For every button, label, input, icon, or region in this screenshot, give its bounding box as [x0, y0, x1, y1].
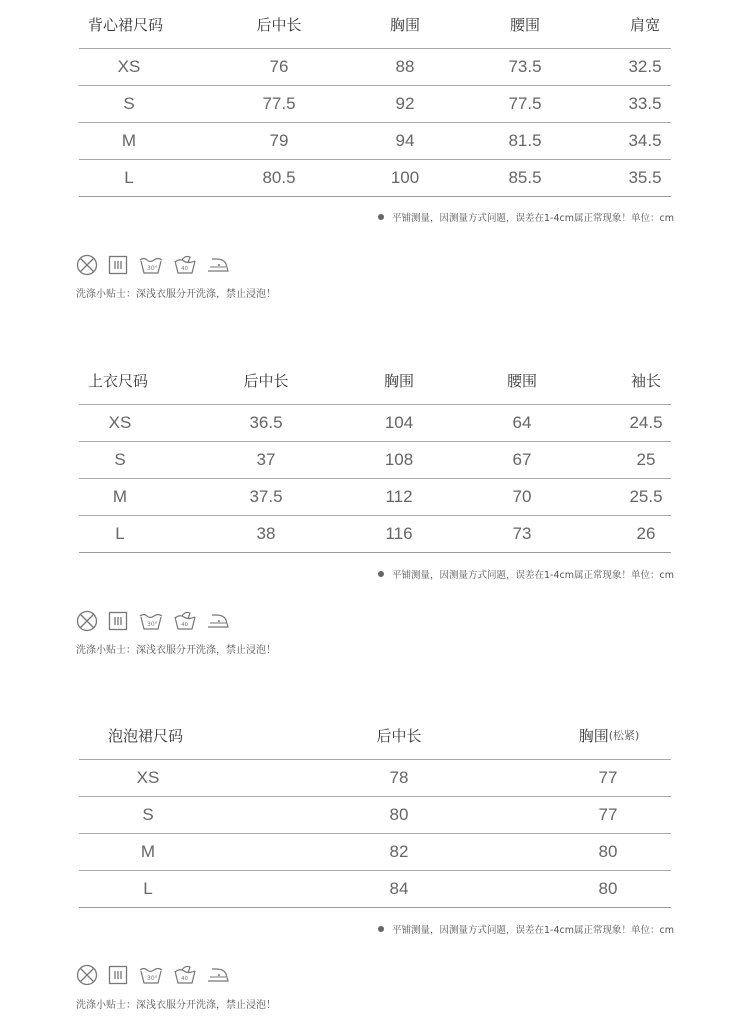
table-cell: 80: [598, 842, 618, 861]
table-cell: 116: [385, 524, 413, 543]
tumble-dry-icon: [107, 964, 129, 986]
bullet-dot: [378, 571, 384, 577]
table-cell: 80.5: [262, 168, 296, 187]
table-header: [79, 711, 671, 760]
table-cell: XS: [117, 57, 141, 76]
table-cell: 81.5: [508, 131, 542, 150]
table-row: [79, 871, 671, 908]
table-row: [79, 160, 671, 197]
table-cell: L: [124, 168, 134, 187]
table-cell: S: [123, 94, 135, 113]
table-cell: 70: [512, 487, 532, 506]
header-cell: 腰围: [509, 15, 540, 34]
table-row: [79, 797, 671, 834]
top-size-table: [79, 356, 671, 553]
header-cell: 袖长: [630, 371, 661, 390]
header-cell: 腰围: [506, 371, 537, 390]
table-cell: 77: [598, 768, 618, 787]
washing-tip: 洗涤小贴士：深浅衣服分开洗涤，禁止浸泡！: [76, 289, 276, 300]
tumble-dry-icon: [107, 610, 129, 632]
table-header: [79, 0, 671, 49]
header-cell: 后中长: [243, 371, 289, 390]
no-bleach-icon: [76, 610, 98, 632]
header-cell: 上衣尺码: [88, 371, 149, 390]
svg-text:30°: 30°: [147, 975, 158, 982]
table-cell: S: [142, 805, 154, 824]
table-cell: XS: [136, 768, 160, 787]
table-cell: 24.5: [629, 413, 663, 432]
note-text: 平铺测量，因测量方式问题，误差在1-4cm属正常现象！单位：cm: [392, 925, 674, 936]
note-text: 平铺测量，因测量方式问题，误差在1-4cm属正常现象！单位：cm: [392, 213, 674, 224]
svg-text:30°: 30°: [147, 621, 158, 628]
header-cell: 泡泡裙尺码: [108, 726, 184, 745]
washing-tip: 洗涤小贴士：深浅衣服分开洗涤，禁止浸泡！: [76, 1000, 276, 1011]
table-row: [79, 405, 671, 442]
table-cell: 88: [395, 57, 415, 76]
table-cell: 77.5: [508, 94, 542, 113]
table-cell: 80: [389, 805, 409, 824]
svg-text:40: 40: [181, 266, 188, 272]
table-cell: 80: [598, 879, 618, 898]
header-cell: 胸围: [383, 371, 414, 390]
table-cell: 37.5: [249, 487, 283, 506]
iron-low-icon: [206, 254, 230, 276]
header-cell-label: 胸围: [578, 726, 609, 745]
table-cell: L: [115, 524, 125, 543]
table-cell: 77.5: [262, 94, 296, 113]
table-row: [79, 516, 671, 553]
header-cell: 胸围: [389, 15, 420, 34]
header-cell-suffix: (松紧): [608, 729, 640, 742]
hand-wash-icon: [173, 254, 197, 276]
header-cell: 后中长: [376, 726, 422, 745]
svg-text:40: 40: [181, 622, 188, 628]
table-cell: 37: [256, 450, 276, 469]
no-bleach-icon: [76, 254, 98, 276]
table-cell: 26: [636, 524, 656, 543]
table-cell: 78: [389, 768, 409, 787]
table-cell: M: [140, 842, 156, 861]
measurement-note: [378, 567, 674, 581]
hand-wash-icon: [173, 610, 197, 632]
table-cell: 35.5: [628, 168, 662, 187]
table-cell: 82: [389, 842, 409, 861]
svg-text:30°: 30°: [147, 265, 158, 272]
table-row: [79, 834, 671, 871]
table-cell: 94: [395, 131, 415, 150]
table-cell: 104: [384, 413, 414, 432]
table-row: [79, 49, 671, 86]
table-cell: 25: [636, 450, 656, 469]
header-cell: 背心裙尺码: [88, 15, 164, 34]
table-cell: 36.5: [249, 413, 283, 432]
tumble-dry-icon: [107, 254, 129, 276]
iron-low-icon: [206, 964, 230, 986]
table-cell: 100: [390, 168, 420, 187]
wash-30-icon: [138, 610, 164, 632]
table-cell: 84: [389, 879, 409, 898]
table-cell: 112: [385, 487, 413, 506]
table-row: [79, 760, 671, 797]
care-icons: [76, 964, 239, 986]
table-row: [79, 123, 671, 160]
table-cell: 32.5: [628, 57, 662, 76]
measurement-note: [378, 210, 674, 224]
table-row: [79, 442, 671, 479]
table-cell: 67: [512, 450, 532, 469]
table-cell: 79: [269, 131, 289, 150]
table-cell: S: [114, 450, 126, 469]
bubble-skirt-size-table: [79, 711, 671, 908]
table-cell: 25.5: [629, 487, 663, 506]
table-cell: 34.5: [628, 131, 662, 150]
table-cell: M: [112, 487, 128, 506]
wash-30-icon: [138, 254, 164, 276]
table-cell: 33.5: [628, 94, 662, 113]
table-cell: 77: [598, 805, 618, 824]
washing-tip: 洗涤小贴士：深浅衣服分开洗涤，禁止浸泡！: [76, 645, 276, 656]
table-cell: XS: [108, 413, 132, 432]
hand-wash-icon: [173, 964, 197, 986]
table-cell: 73.5: [508, 57, 542, 76]
table-cell: L: [143, 879, 153, 898]
measurement-note: [378, 922, 674, 936]
header-cell: 后中长: [256, 15, 302, 34]
iron-low-icon: [206, 610, 230, 632]
care-icons: [76, 254, 239, 276]
care-icons: [76, 610, 239, 632]
table-cell: 38: [256, 524, 276, 543]
table-cell: 73: [512, 524, 532, 543]
table-cell: 76: [269, 57, 289, 76]
bullet-dot: [378, 214, 384, 220]
table-header: [79, 356, 671, 405]
table-cell: M: [121, 131, 137, 150]
no-bleach-icon: [76, 964, 98, 986]
dress-size-table: [79, 0, 671, 197]
table-row: [79, 479, 671, 516]
table-cell: 85.5: [508, 168, 542, 187]
wash-30-icon: [138, 964, 164, 986]
table-cell: 64: [512, 413, 532, 432]
table-cell: 92: [395, 94, 415, 113]
header-cell: [539, 711, 679, 759]
bullet-dot: [378, 926, 384, 932]
table-row: [79, 86, 671, 123]
note-text: 平铺测量，因测量方式问题，误差在1-4cm属正常现象！单位：cm: [392, 570, 674, 581]
svg-text:40: 40: [181, 976, 188, 982]
table-cell: 108: [384, 450, 414, 469]
header-cell: 肩宽: [629, 15, 660, 34]
